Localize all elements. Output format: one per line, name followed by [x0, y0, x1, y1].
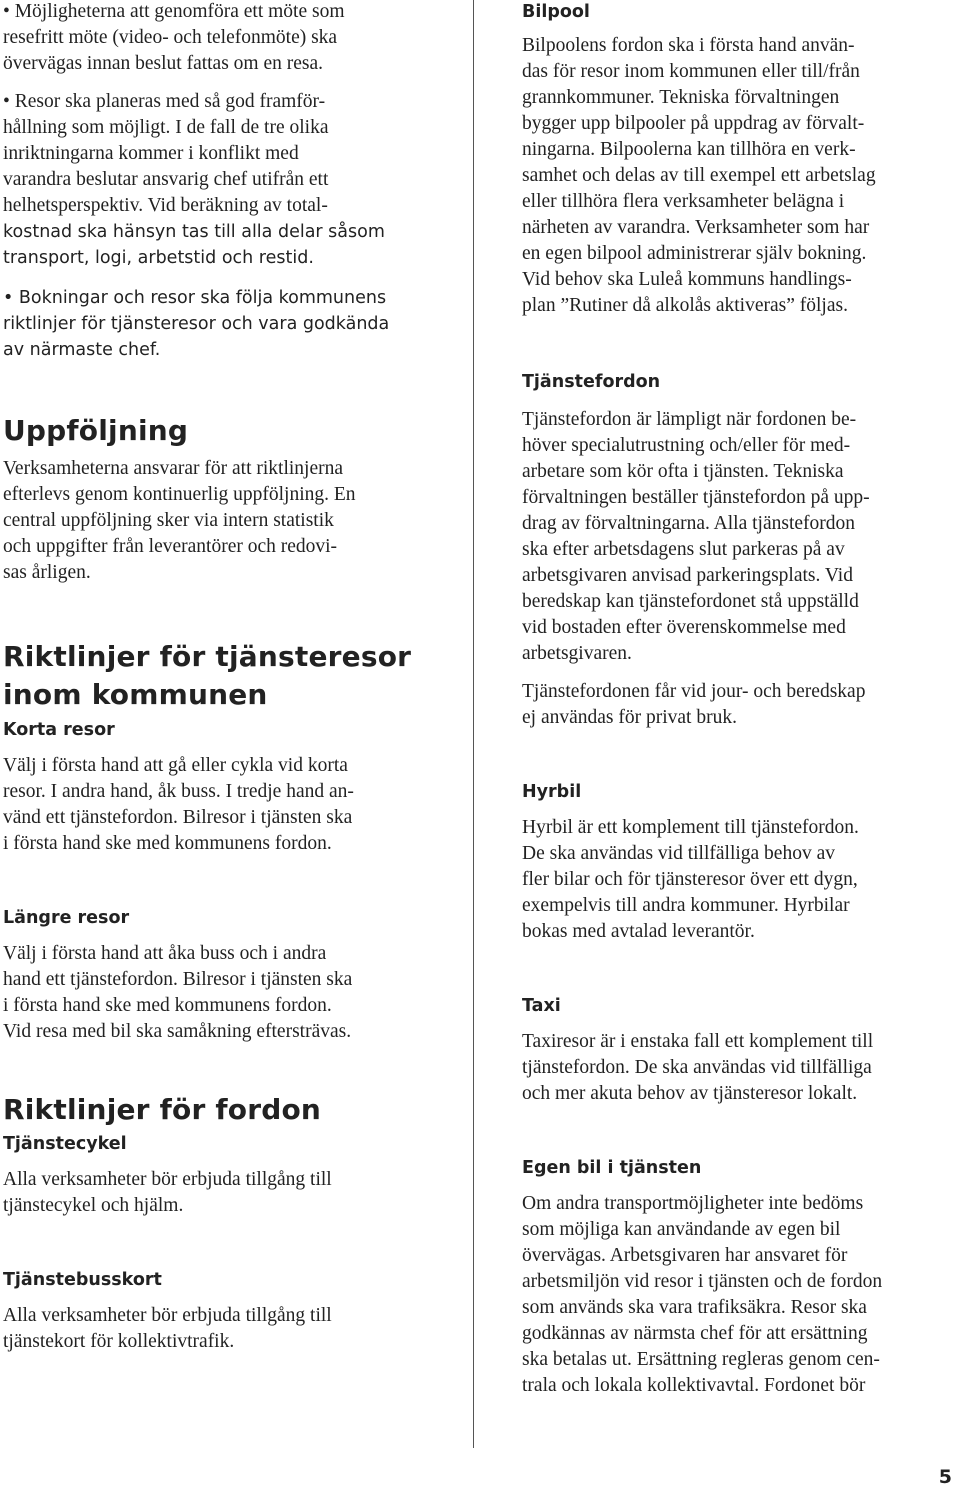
subheading-langre-resor: Längre resor: [3, 908, 130, 928]
text-line: bygger upp bilpooler på uppdrag av förvalt-: [522, 113, 865, 134]
text-line: Välj i första hand att gå eller cykla vid korta: [3, 755, 348, 776]
text-line: Taxiresor är i enstaka fall ett komplement till: [522, 1031, 874, 1052]
text-line: hållning som möjligt. I de fall de tre olika: [3, 117, 329, 138]
subheading-egen-bil: Egen bil i tjänsten: [522, 1158, 702, 1178]
heading-line: inom kommunen: [3, 678, 268, 711]
paragraph: [522, 1191, 958, 1399]
text-line: efterlevs genom kontinuerlig uppföljning. En: [3, 484, 356, 505]
paragraph: [3, 456, 453, 586]
section-heading-uppfoljning: Uppföljning: [3, 414, 189, 447]
subheading-tjanstefordon: Tjänstefordon: [522, 372, 661, 392]
text-line: transport, logi, arbetstid och restid.: [3, 248, 314, 268]
subheading-tjanstebusskort: Tjänstebusskort: [3, 1270, 162, 1290]
bullet-item: [3, 285, 453, 363]
text-line: i första hand ske med kommunens fordon.: [3, 995, 332, 1016]
text-line: Alla verksamheter bör erbjuda tillgång till: [3, 1169, 332, 1190]
text-line: samhet och delas av till exempel ett arbetslag: [522, 165, 876, 186]
text-line: vid bostaden efter överenskommelse med: [522, 617, 846, 638]
text-line: helhetsperspektiv. Vid beräkning av total-: [3, 195, 328, 216]
bullet-item: [3, 0, 453, 77]
text-line: ska efter arbetsdagens slut parkeras på av: [522, 539, 845, 560]
text-line: Välj i första hand att åka buss och i andra: [3, 943, 327, 964]
text-line: övervägas. Arbetsgivaren har ansvaret för: [522, 1245, 848, 1266]
text-line: tjänstecykel och hjälm.: [3, 1195, 184, 1216]
text-line: riktlinjer för tjänsteresor och vara godkända: [3, 314, 390, 334]
bullet-item: [3, 89, 453, 271]
subheading-bilpool: Bilpool: [522, 2, 590, 22]
text-line: • Möjligheterna att genomföra ett möte som: [3, 1, 345, 22]
text-line: närheten av varandra. Verksamheter som har: [522, 217, 870, 238]
text-line: Om andra transportmöjligheter inte bedöms: [522, 1193, 864, 1214]
text-line: grannkommuner. Tekniska förvaltningen: [522, 87, 840, 108]
text-line: • Resor ska planeras med så god framför-: [3, 91, 326, 112]
text-line: ningarna. Bilpoolerna kan tillhöra en verk-: [522, 139, 856, 160]
text-line: • Bokningar och resor ska följa kommunens: [3, 288, 387, 308]
subheading-hyrbil: Hyrbil: [522, 782, 582, 802]
text-line: som används ska vara trafiksäkra. Resor ska: [522, 1297, 867, 1318]
text-line: höver specialutrustning och/eller för med-: [522, 435, 851, 456]
text-line: förvaltningen beställer tjänstefordon på upp-: [522, 487, 870, 508]
paragraph: [3, 753, 453, 857]
left-column: [3, 0, 453, 1355]
text-line: arbetsgivaren anvisad parkeringsplats. Vid: [522, 565, 853, 586]
text-line: De ska användas vid tillfälliga behov av: [522, 843, 835, 864]
text-line: beredskap kan tjänstefordonet stå uppställd: [522, 591, 859, 612]
paragraph: [3, 941, 453, 1045]
text-line: kostnad ska hänsyn tas till alla delar såsom: [3, 222, 385, 242]
text-line: Hyrbil är ett komplement till tjänstefordon.: [522, 817, 859, 838]
right-column: [522, 0, 958, 1399]
text-line: som möjliga kan användande av egen bil: [522, 1219, 841, 1240]
text-line: Vid resa med bil ska samåkning eftersträvas.: [3, 1021, 352, 1042]
text-line: sas årligen.: [3, 562, 91, 583]
text-line: ej användas för privat bruk.: [522, 707, 737, 728]
text-line: drag av förvaltningarna. Alla tjänstefordon: [522, 513, 856, 534]
text-line: arbetare som kör ofta i tjänsten. Tekniska: [522, 461, 844, 482]
text-line: Verksamheterna ansvarar för att riktlinjerna: [3, 458, 344, 479]
text-line: resefritt möte (video- och telefonmöte) ska: [3, 27, 338, 48]
text-line: Tjänstefordon är lämpligt när fordonen be-: [522, 409, 857, 430]
subheading-korta-resor: Korta resor: [3, 720, 115, 740]
text-line: arbetsgivaren.: [522, 643, 632, 664]
text-line: central uppföljning sker via intern statistik: [3, 510, 334, 531]
subheading-taxi: Taxi: [522, 996, 561, 1016]
text-line: tjänstekort för kollektivtrafik.: [3, 1331, 235, 1352]
section-heading-riktlinjer-fordon: Riktlinjer för fordon: [3, 1093, 322, 1126]
paragraph: [3, 1167, 453, 1219]
paragraph: [522, 815, 958, 945]
text-line: inriktningarna kommer i konflikt med: [3, 143, 299, 164]
column-divider: [473, 0, 474, 1448]
text-line: i första hand ske med kommunens fordon.: [3, 833, 332, 854]
text-line: exempelvis till andra kommuner. Hyrbilar: [522, 895, 850, 916]
paragraph: [522, 407, 958, 667]
text-line: tjänstefordon. De ska användas vid tillfälliga: [522, 1057, 872, 1078]
paragraph: [522, 679, 958, 731]
text-line: Alla verksamheter bör erbjuda tillgång till: [3, 1305, 332, 1326]
subheading-tjanstecykel: Tjänstecykel: [3, 1134, 127, 1154]
text-line: fler bilar och för tjänsteresor över ett dygn,: [522, 869, 858, 890]
text-line: hand ett tjänstefordon. Bilresor i tjänsten ska: [3, 969, 353, 990]
text-line: varandra beslutar ansvarig chef utifrån ett: [3, 169, 329, 190]
text-line: Vid behov ska Luleå kommuns handlings-: [522, 269, 852, 290]
text-line: das för resor inom kommunen eller till/från: [522, 61, 860, 82]
text-line: övervägas innan beslut fattas om en resa.: [3, 53, 324, 74]
text-line: trala och lokala kollektivavtal. Fordonet bör: [522, 1375, 866, 1396]
text-line: godkännas av närmsta chef för att ersättning: [522, 1323, 868, 1344]
text-line: ska betalas ut. Ersättning regleras genom cen-: [522, 1349, 880, 1370]
paragraph: [3, 1303, 453, 1355]
text-line: Bilpoolens fordon ska i första hand använ-: [522, 35, 855, 56]
text-line: bokas med avtalad leverantör.: [522, 921, 755, 942]
heading-line: Riktlinjer för tjänsteresor: [3, 640, 412, 673]
paragraph: [522, 1029, 958, 1107]
page-number: 5: [938, 1466, 952, 1488]
text-line: av närmaste chef.: [3, 340, 161, 360]
text-line: och mer akuta behov av tjänsteresor lokalt.: [522, 1083, 858, 1104]
text-line: och uppgifter från leverantörer och redovi-: [3, 536, 338, 557]
text-line: resor. I andra hand, åk buss. I tredje hand an-: [3, 781, 354, 802]
text-line: eller tillhöra flera verksamheter belägna i: [522, 191, 845, 212]
text-line: arbetsmiljön vid resor i tjänsten och de fordon: [522, 1271, 883, 1292]
text-line: Tjänstefordonen får vid jour- och beredskap: [522, 681, 866, 702]
paragraph: [522, 33, 958, 319]
text-line: plan ”Rutiner då alkolås aktiveras” följas.: [522, 295, 848, 316]
text-line: en egen bilpool administrerar själv bokning.: [522, 243, 867, 264]
text-line: vänd ett tjänstefordon. Bilresor i tjänsten ska: [3, 807, 353, 828]
section-heading-riktlinjer-kommunen: [3, 638, 453, 714]
